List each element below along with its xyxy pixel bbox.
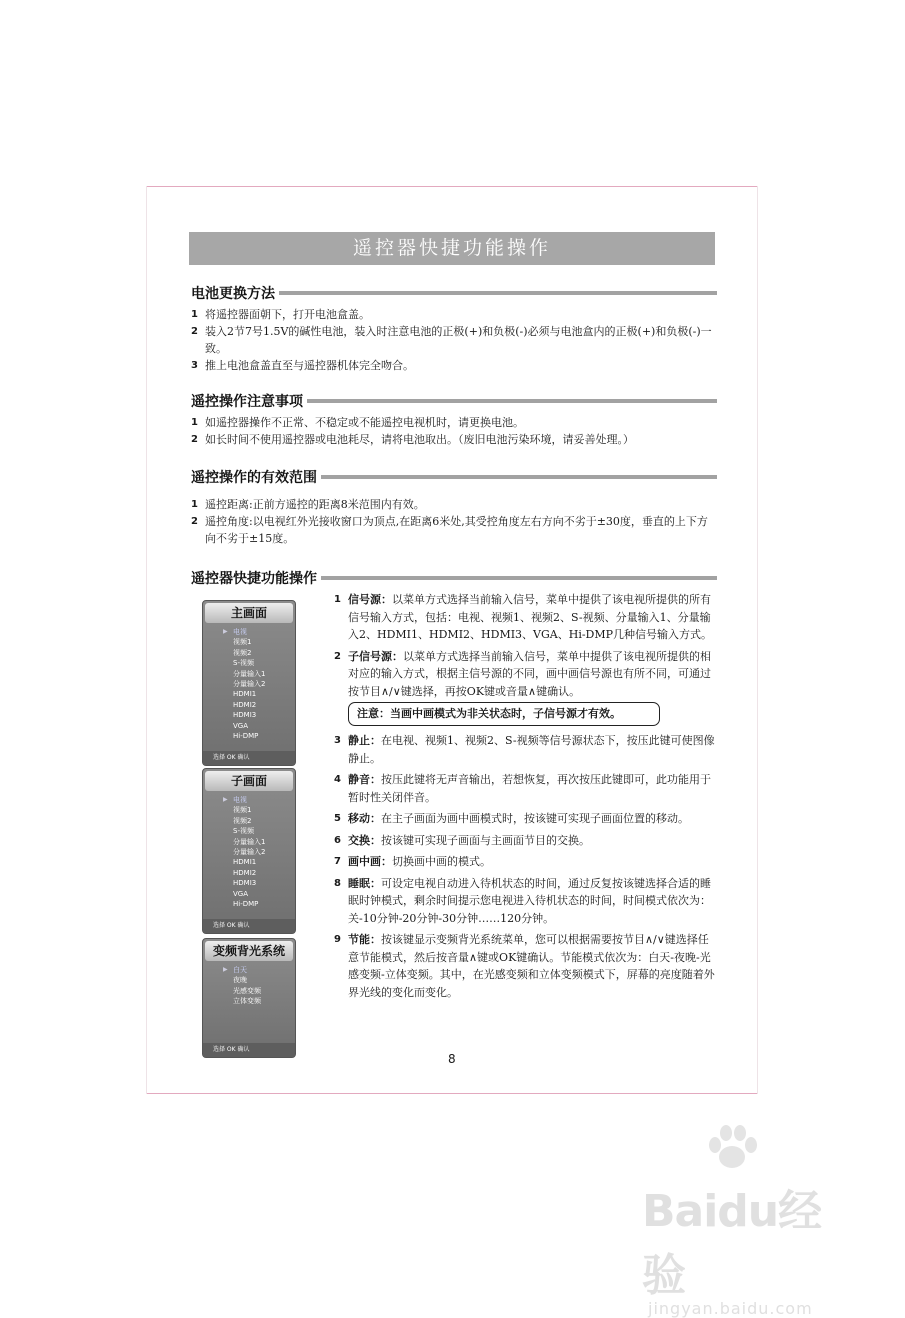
menu-item: 视频1: [233, 806, 252, 815]
left-margin-line: [146, 186, 147, 1094]
list-item: [334, 931, 718, 1001]
list-item: [191, 306, 717, 323]
section-notes-heading: [191, 391, 717, 411]
item-text: [348, 931, 718, 1001]
watermark: [642, 1145, 852, 1318]
selection-arrow-icon: ▶: [223, 796, 228, 803]
right-margin-line: [757, 186, 758, 1094]
item-label: 节能：: [348, 933, 381, 946]
watermark-url: jingyan.baidu.com: [648, 1299, 813, 1318]
section-heading-bar: [307, 399, 717, 403]
menu-items: [233, 627, 295, 741]
item-body: 以菜单方式选择当前输入信号，菜单中提供了该电视所提供的所有信号输入方式，包括：电视、视频1、视频2、S-视频、分量输入1、分量输入2、HDMI1、HDMI2、HDMI3、VGA、Hi-DMP几种信号输入方式。: [348, 593, 713, 641]
item-label: 交换：: [348, 833, 381, 847]
item-number: 1: [191, 499, 198, 510]
item-label: 睡眠：: [348, 876, 381, 890]
item-number: 2: [191, 326, 198, 337]
menu-item: 白天: [233, 966, 247, 974]
battery-list: [191, 306, 717, 374]
list-item: [334, 771, 718, 806]
main-picture-menu: [202, 600, 296, 766]
list-item: [334, 875, 718, 928]
item-number: 2: [191, 516, 198, 527]
menu-item: 视频2: [233, 816, 252, 825]
list-item: [191, 323, 717, 357]
item-body: 可设定电视自动进入待机状态的时间，通过反复按该键选择合适的睡眠时钟模式，剩余时间提示您电视进入待机状态的时间，时间模式依次为：关-10分钟-20分钟-30分钟……120分钟。: [348, 876, 711, 925]
menu-item: HDMI1: [233, 690, 257, 699]
note-box: 注意：当画中画模式为非关状态时，子信号源才有效。: [348, 702, 660, 726]
item-text: [348, 875, 718, 928]
section-battery-heading: [191, 283, 717, 303]
menu-footer: 选择 OK 确认: [203, 751, 295, 765]
item-text: [348, 591, 718, 644]
item-text: 将遥控器面朝下，打开电池盒盖。: [205, 308, 370, 321]
item-text: 遥控距离:正前方遥控的距离8米范围内有效。: [205, 498, 425, 511]
item-body: 按该键可实现子画面与主画面节目的交换。: [381, 833, 590, 847]
item-text: 遥控角度:以电视红外光接收窗口为顶点,在距离6米处,其受控角度左右方向不劣于±30度，垂直的上下方向不劣于±15度。: [205, 515, 708, 545]
section-heading-text: 遥控器快捷功能操作: [191, 571, 317, 587]
menu-item: VGA: [233, 889, 249, 898]
item-text: 推上电池盒盖直至与遥控器机体完全吻合。: [205, 359, 414, 372]
menu-footer: 选择 OK 确认: [203, 1043, 295, 1057]
item-body: 切换画中画的模式。: [392, 855, 491, 868]
item-label: 子信号源：: [348, 649, 403, 663]
menu-item: S-视频: [233, 827, 254, 836]
section-heading-bar: [321, 576, 717, 580]
selection-arrow-icon: ▶: [223, 966, 228, 973]
menu-item: 电视: [233, 628, 247, 636]
list-item: [334, 648, 718, 701]
item-label: 画中画：: [348, 855, 392, 868]
item-label: 静音：: [348, 773, 381, 786]
item-body: 按压此键将无声音输出，若想恢复，再次按压此键即可，此功能用于暂时性关闭伴音。: [348, 773, 711, 804]
item-number: 2: [191, 434, 198, 445]
item-text: [348, 771, 718, 806]
menu-items: [233, 795, 295, 909]
watermark-brand: Baidu经验: [642, 1186, 822, 1301]
menu-item: 分量输入1: [233, 837, 266, 846]
menu-item: 立体变频: [233, 997, 261, 1006]
list-item: [191, 513, 717, 547]
item-number: 4: [334, 774, 341, 785]
item-text: 如长时间不使用遥控器或电池耗尽，请将电池取出。（废旧电池污染环境，请妥善处理。）: [205, 433, 634, 446]
menu-item: HDMI1: [233, 858, 257, 867]
item-number: 9: [334, 934, 341, 945]
list-item: [191, 431, 717, 448]
item-text: [348, 648, 718, 701]
item-number: 7: [334, 856, 341, 867]
item-number: 1: [334, 594, 341, 605]
menu-item: 光感变频: [233, 986, 261, 995]
item-text: [348, 853, 718, 871]
menu-footer: 选择 OK 确认: [203, 919, 295, 933]
list-item: [191, 414, 717, 431]
section-shortcuts-heading: [191, 568, 717, 588]
list-item: [191, 496, 717, 513]
bottom-rule: [146, 1093, 758, 1094]
item-text: 如遥控器操作不正常、不稳定或不能遥控电视机时，请更换电池。: [205, 416, 524, 429]
list-item: [334, 832, 718, 850]
page-title: 遥控器快捷功能操作: [189, 232, 715, 265]
list-item: [334, 853, 718, 871]
list-item: [334, 732, 718, 767]
item-number: 3: [191, 360, 198, 371]
item-text: [348, 832, 718, 850]
range-list: [191, 496, 717, 547]
item-number: 8: [334, 877, 341, 889]
section-range-heading: [191, 467, 717, 487]
menu-title: 主画面: [205, 603, 293, 623]
item-body: 在电视、视频1、视频2、S-视频等信号源状态下，按压此键可使图像静止。: [348, 734, 715, 765]
section-heading-text: 电池更换方法: [191, 286, 275, 302]
item-number: 3: [334, 735, 341, 746]
sub-picture-menu: [202, 768, 296, 934]
menu-item: Hi-DMP: [233, 900, 259, 909]
menu-item: HDMI2: [233, 868, 257, 877]
item-text: [348, 732, 718, 767]
backlight-menu: [202, 938, 296, 1058]
item-text: [348, 810, 718, 828]
item-label: 静止：: [348, 734, 381, 747]
section-heading-text: 遥控操作注意事项: [191, 394, 303, 410]
item-number: 1: [191, 417, 198, 428]
menu-item: 分量输入1: [233, 669, 266, 678]
item-body: 以菜单方式选择当前输入信号，菜单中提供了该电视所提供的相对应的输入方式，根据主信号源的不同，画中画信号源也有所不同，可通过按节目∧/∨键选择，再按OK键或音量∧键确认。: [348, 649, 711, 698]
page-number: 8: [448, 1052, 456, 1066]
menu-item: 分量输入2: [233, 848, 266, 857]
section-heading-bar: [279, 291, 717, 295]
list-item: [334, 810, 718, 828]
item-label: 移动：: [348, 812, 381, 825]
menu-item: 电视: [233, 796, 247, 804]
top-rule: [146, 186, 758, 187]
notes-list: [191, 414, 717, 448]
shortcuts-list: [334, 591, 718, 1005]
item-number: 5: [334, 813, 341, 824]
menu-title: 子画面: [205, 771, 293, 791]
menu-item: Hi-DMP: [233, 732, 259, 741]
item-number: 2: [334, 650, 341, 662]
section-heading-bar: [321, 475, 717, 479]
menu-item: 视频2: [233, 648, 252, 657]
list-item: [334, 591, 718, 644]
menu-item: HDMI3: [233, 879, 257, 888]
section-heading-text: 遥控操作的有效范围: [191, 470, 317, 486]
item-text: 装入2节7号1.5V的碱性电池，装入时注意电池的正极(+)和负极(-)必须与电池盒内的正极(+)和负极(-)一致。: [205, 325, 712, 355]
menu-item: S-视频: [233, 659, 254, 668]
menu-title: 变频背光系统: [205, 941, 293, 961]
menu-item: HDMI3: [233, 711, 257, 720]
item-body: 在主子画面为画中画模式时，按该键可实现子画面位置的移动。: [381, 812, 689, 825]
menu-items: [233, 965, 295, 1007]
selection-arrow-icon: ▶: [223, 628, 228, 635]
item-body: 按该键显示变频背光系统菜单，您可以根据需要按节目∧/∨键选择任意节能模式，然后按音量∧键或OK键确认。节能模式依次为：白天-夜晚-光感变频-立体变频。其中，在光感变频和立体变频模式下，屏幕的亮度随着外界光线的变化而变化。: [348, 933, 715, 999]
menu-item: VGA: [233, 721, 249, 730]
item-number: 1: [191, 309, 198, 320]
item-label: 信号源：: [348, 593, 392, 606]
menu-item: 分量输入2: [233, 680, 266, 689]
menu-item: HDMI2: [233, 700, 257, 709]
menu-item: 视频1: [233, 638, 252, 647]
item-number: 6: [334, 834, 341, 846]
list-item: [191, 357, 717, 374]
menu-item: 夜晚: [233, 976, 247, 985]
